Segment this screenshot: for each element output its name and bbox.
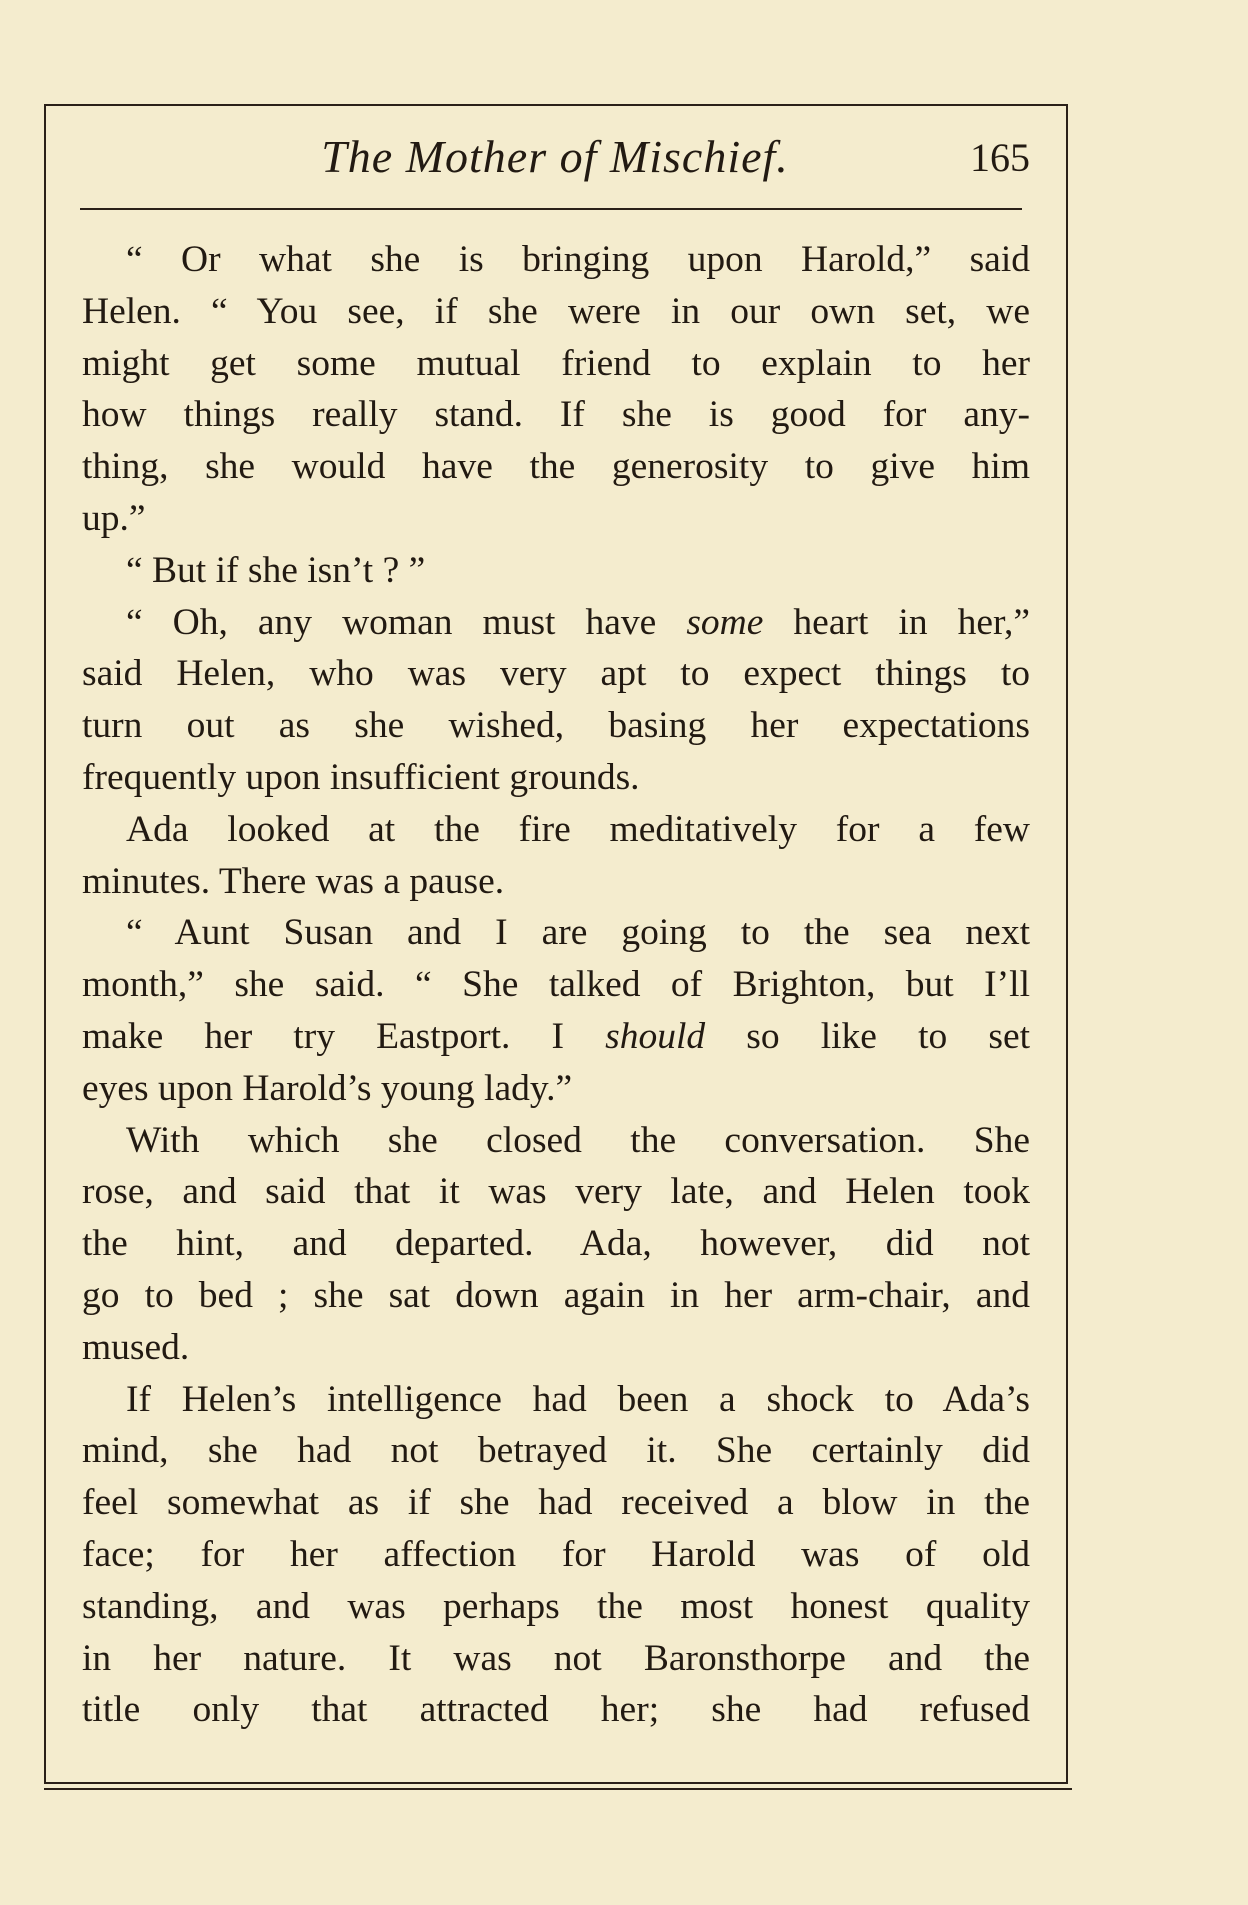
text-line: turn out as she wished, basing her expectations [82, 705, 1030, 747]
text-line: title only that attracted her; she had refused [82, 1689, 1030, 1731]
text-line [82, 597, 1030, 649]
text-line: face; for her affection for Harold was of old [82, 1533, 1030, 1575]
running-title: The Mother of Mischief. [321, 131, 789, 182]
text-line: thing, she would have the generosity to give him [82, 446, 1030, 488]
text-line: With which she closed the conversation. She [126, 1119, 1030, 1161]
bottom-rule [44, 1788, 1072, 1790]
text-line: frequently upon insufficient grounds. [82, 756, 640, 798]
text-line: standing, and was perhaps the most honest quality [82, 1585, 1030, 1627]
text-line: mind, she had not betrayed it. She certainly did [82, 1430, 1030, 1472]
text-line: might get some mutual friend to explain to her [82, 342, 1030, 384]
text-line: Ada looked at the fire meditatively for a few [126, 808, 1030, 850]
text-line: in her nature. It was not Baronsthorpe and the [82, 1637, 1030, 1679]
text-line: the hint, and departed. Ada, however, did not [82, 1223, 1030, 1265]
text-line: minutes. There was a pause. [82, 860, 505, 902]
page-number: 165 [970, 135, 1030, 180]
line-text-after: heart in her,” [763, 601, 1030, 643]
text-line: “ Or what she is bringing upon Harold,” said [126, 239, 1030, 280]
line-text-after: so like to set [705, 1015, 1030, 1057]
running-head [80, 124, 1030, 194]
italic-emphasis: some [686, 601, 764, 643]
text-line: up.” [82, 497, 146, 539]
text-line: “ Aunt Susan and I are going to the sea next [126, 912, 1030, 954]
text-line: If Helen’s intelligence had been a shock to Ada’s [126, 1378, 1030, 1420]
line-text-before: “ Oh, any woman must have [126, 601, 687, 643]
text-line: go to bed ; she sat down again in her arm-chair, and [82, 1274, 1030, 1316]
text-line: rose, and said that it was very late, and Helen took [82, 1171, 1030, 1213]
text-line: Helen. “ You see, if she were in our own set, we [82, 290, 1030, 332]
text-line: “ But if she isn’t ? ” [126, 549, 426, 591]
line-text-before: make her try Eastport. I [82, 1015, 606, 1057]
header-rule [80, 208, 1022, 210]
body-text [82, 234, 1030, 1736]
text-line: month,” she said. “ She talked of Brighton, but I’ll [82, 964, 1030, 1006]
text-line: mused. [82, 1326, 190, 1368]
italic-emphasis: should [605, 1015, 706, 1057]
text-line: feel somewhat as if she had received a blow in the [82, 1482, 1030, 1524]
text-line [82, 1011, 1030, 1063]
text-line: said Helen, who was very apt to expect things to [82, 653, 1030, 695]
text-line: how things really stand. If she is good for any- [82, 394, 1030, 436]
text-line: eyes upon Harold’s young lady.” [82, 1067, 573, 1109]
